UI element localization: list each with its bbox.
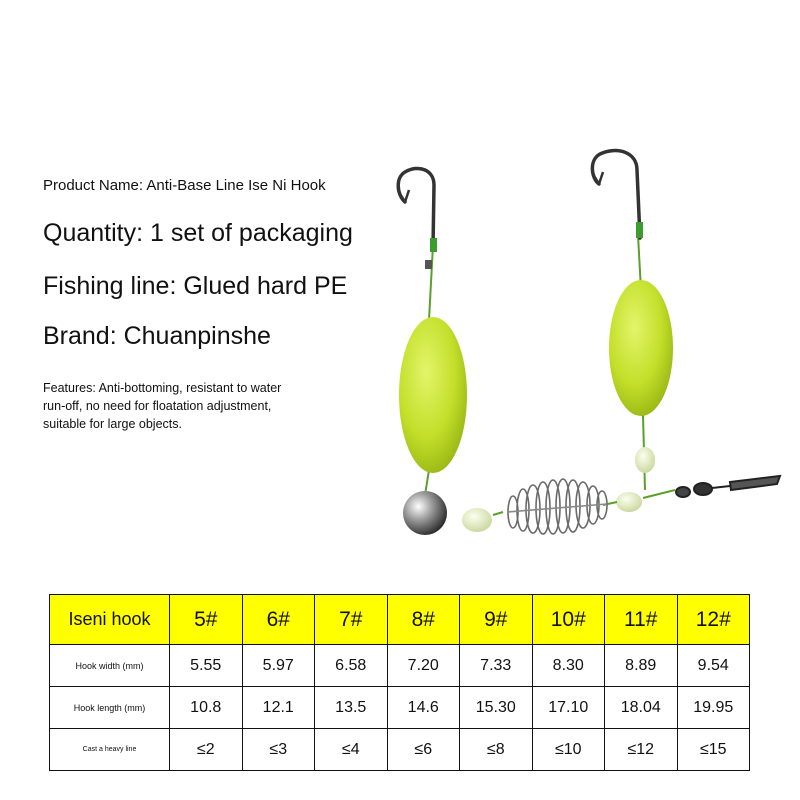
table-cell: 10.8 <box>170 687 243 729</box>
header-cell: 11# <box>605 595 678 645</box>
features-text: Features: Anti-bottoming, resistant to water run-off, no need for floatation adjustment, suitable for large objects. <box>43 381 282 431</box>
float-left <box>399 317 467 473</box>
spec-table <box>49 594 750 771</box>
quantity-text: Quantity: 1 set of packaging <box>43 219 353 247</box>
table-cell: 17.10 <box>532 687 605 729</box>
header-cell: 12# <box>677 595 750 645</box>
fishing-rig-image <box>385 140 785 560</box>
header-cell: 9# <box>460 595 533 645</box>
header-cell: Iseni hook <box>50 595 170 645</box>
bead <box>462 508 492 532</box>
table-cell: 8.30 <box>532 645 605 687</box>
hook-right <box>592 151 643 238</box>
table-cell: 18.04 <box>605 687 678 729</box>
table-cell: ≤10 <box>532 729 605 771</box>
table-cell: 5.55 <box>170 645 243 687</box>
table-row <box>50 687 750 729</box>
table-cell: ≤3 <box>242 729 315 771</box>
table-cell: 12.1 <box>242 687 315 729</box>
table-cell: ≤2 <box>170 729 243 771</box>
table-cell: 9.54 <box>677 645 750 687</box>
lead-ball <box>403 491 447 535</box>
table-cell: 15.30 <box>460 687 533 729</box>
table-cell: 5.97 <box>242 645 315 687</box>
brand-text: Brand: Chuanpinshe <box>43 322 271 350</box>
table-cell: 8.89 <box>605 645 678 687</box>
table-row <box>50 729 750 771</box>
swivel-snap <box>643 476 780 498</box>
spring-feeder <box>493 479 617 534</box>
header-cell: 5# <box>170 595 243 645</box>
spec-header-row <box>50 595 750 645</box>
table-cell: ≤6 <box>387 729 460 771</box>
header-cell: 10# <box>532 595 605 645</box>
header-cell: 7# <box>315 595 388 645</box>
float-right <box>609 280 673 416</box>
table-cell: 7.33 <box>460 645 533 687</box>
bead <box>635 447 655 473</box>
header-cell: 6# <box>242 595 315 645</box>
table-cell: 19.95 <box>677 687 750 729</box>
table-cell: 6.58 <box>315 645 388 687</box>
bead <box>616 492 642 512</box>
table-cell: ≤15 <box>677 729 750 771</box>
table-cell: ≤12 <box>605 729 678 771</box>
table-cell: ≤8 <box>460 729 533 771</box>
header-cell: 8# <box>387 595 460 645</box>
fishing-line-text: Fishing line: Glued hard PE <box>43 272 348 300</box>
row-label: Hook width (mm) <box>50 645 170 687</box>
table-cell: 14.6 <box>387 687 460 729</box>
table-cell: 7.20 <box>387 645 460 687</box>
product-name: Product Name: Anti-Base Line Ise Ni Hook <box>43 177 326 194</box>
table-cell: ≤4 <box>315 729 388 771</box>
table-row <box>50 645 750 687</box>
row-label: Cast a heavy line <box>50 729 170 771</box>
hook-left <box>398 168 437 269</box>
table-cell: 13.5 <box>315 687 388 729</box>
row-label: Hook length (mm) <box>50 687 170 729</box>
